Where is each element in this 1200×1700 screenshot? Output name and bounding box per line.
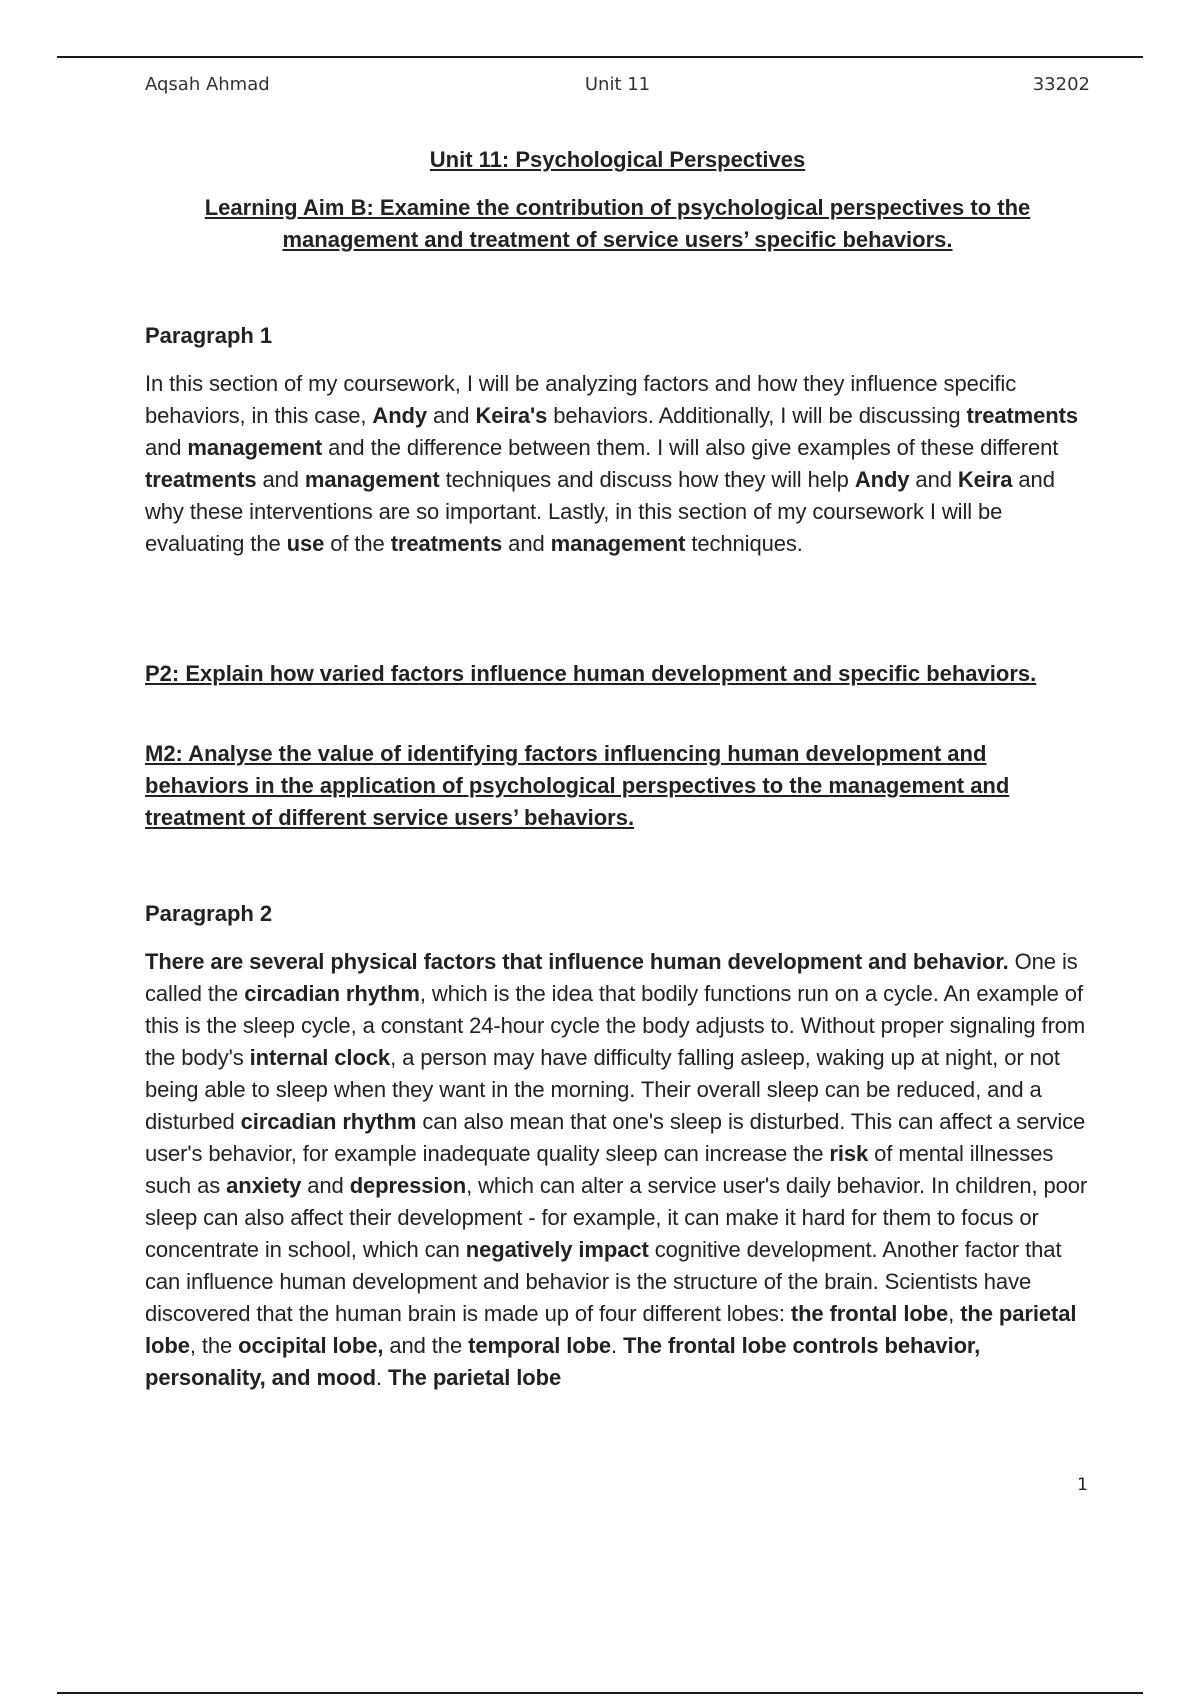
- paragraph-1-heading: Paragraph 1: [145, 323, 273, 348]
- text-run: management: [304, 467, 440, 492]
- text-run: depression: [349, 1173, 467, 1198]
- text-run: , which can alter a service user's daily behavior. In children, poor sleep can also affect their development - for example, it can make it hard for them to focus or concentrate in school, which can: [145, 1173, 1088, 1262]
- header-unit: Unit 11: [584, 74, 651, 95]
- text-run: and: [301, 1173, 350, 1198]
- text-run: and: [909, 467, 958, 492]
- text-run: , the: [189, 1333, 239, 1358]
- text-run: and: [256, 467, 305, 492]
- text-run: of the: [324, 531, 391, 556]
- text-run: behaviors. Additionally, I will be discussing: [547, 403, 967, 428]
- document-title: Unit 11: Psychological Perspectives: [429, 147, 806, 172]
- text-run: the frontal lobe: [790, 1301, 949, 1326]
- learning-aim: Learning Aim B: Examine the contribution of psychological perspectives to the management and treatment of service users’ specific behaviors.: [204, 195, 1031, 252]
- text-run: can also mean that one's sleep is disturbed. This can affect a service user's behavior, for example inadequate quality sleep can increase the: [145, 1109, 1086, 1166]
- paragraph-2-heading: Paragraph 2: [145, 901, 273, 926]
- text-run: .: [611, 1333, 624, 1358]
- text-run: and: [502, 531, 551, 556]
- text-run: The parietal lobe: [388, 1365, 562, 1390]
- header-author: Aqsah Ahmad: [145, 74, 270, 95]
- page-header: [145, 74, 1090, 100]
- paragraph-2-body: [145, 946, 1095, 1394]
- text-run: .: [375, 1365, 388, 1390]
- text-run: techniques and discuss how they will help: [439, 467, 855, 492]
- text-run: anxiety: [226, 1173, 302, 1198]
- text-run: and why these interventions are so important. Lastly, in this section of my coursework I will be evaluating the: [145, 467, 1055, 556]
- text-run: treatments: [145, 467, 257, 492]
- text-run: One is called the: [145, 949, 1078, 1006]
- paragraph-1-body: [145, 368, 1095, 560]
- footer-rule: [57, 1692, 1143, 1694]
- text-run: risk: [829, 1141, 869, 1166]
- text-run: The frontal lobe controls behavior, personality, and mood: [145, 1333, 981, 1390]
- page-number: 1: [1077, 1475, 1088, 1495]
- text-run: negatively impact: [465, 1237, 649, 1262]
- text-run: In this section of my coursework, I will be analyzing factors and how they influence specific behaviors, in this case,: [145, 371, 1017, 428]
- text-run: Andy: [372, 403, 428, 428]
- text-run: management: [187, 435, 323, 460]
- text-run: management: [550, 531, 686, 556]
- text-run: internal clock: [249, 1045, 391, 1070]
- text-run: , which is the idea that bodily functions run on a cycle. An example of this is the sleep cycle, a constant 24-hour cycle the body adjusts to. Without proper signaling from the body's: [145, 981, 1086, 1070]
- task-m2: M2: Analyse the value of identifying factors influencing human development and behaviors in the application of psychological perspectives to the management and treatment of different service users’ behaviors.: [145, 741, 1010, 830]
- text-run: ,: [948, 1301, 961, 1326]
- text-run: techniques.: [685, 531, 803, 556]
- text-run: the parietal lobe: [145, 1301, 1077, 1358]
- text-run: and the: [383, 1333, 469, 1358]
- text-run: treatments: [390, 531, 503, 556]
- text-run: circadian rhythm: [244, 981, 420, 1006]
- text-run: Andy: [854, 467, 910, 492]
- task-p2: P2: Explain how varied factors influence human development and specific behaviors.: [145, 661, 1037, 686]
- text-run: There are several physical factors that influence human development and behavior.: [145, 949, 1009, 974]
- text-run: and the difference between them. I will also give examples of these different: [322, 435, 1059, 460]
- text-run: treatments: [966, 403, 1078, 428]
- header-rule: [57, 56, 1143, 58]
- text-run: of mental illnesses such as: [145, 1141, 1054, 1198]
- text-run: Keira: [957, 467, 1013, 492]
- text-run: circadian rhythm: [240, 1109, 417, 1134]
- text-run: temporal lobe: [468, 1333, 612, 1358]
- text-run: Keira's: [475, 403, 548, 428]
- text-run: , a person may have difficulty falling asleep, waking up at night, or not being able to sleep when they want in the morning. Their overall sleep can be reduced, and a disturbed: [145, 1045, 1060, 1134]
- text-run: and: [145, 435, 188, 460]
- text-run: use: [286, 531, 325, 556]
- header-candidate-number: 33202: [1032, 74, 1090, 95]
- text-run: occipital lobe,: [238, 1333, 384, 1358]
- text-run: and: [427, 403, 476, 428]
- text-run: cognitive development. Another factor that can influence human development and behavior is the structure of the brain. Scientists have discovered that the human brain is made up of four different lobes:: [145, 1237, 1062, 1326]
